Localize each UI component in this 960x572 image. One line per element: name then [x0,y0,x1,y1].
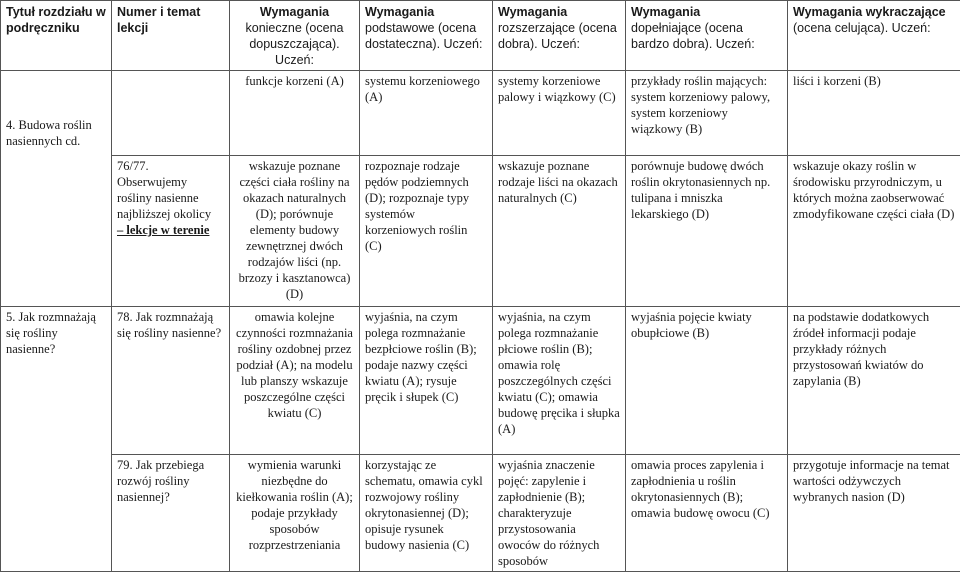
cell-complementary: porównuje budowę dwóch roślin okrytonasiennych np. tulipana i mniszka lekarskiego (D) [626,156,788,307]
header-required: Wymagania konieczne (ocena dopuszczająca). Uczeń: [230,1,360,71]
table-row [1,455,960,572]
header-exceeding: Wymagania wykraczające (ocena celująca). Uczeń: [788,1,960,71]
cell-exceeding: przygotuje informacje na temat wartości odżywczych wybranych nasion (D) [788,455,960,572]
cell-required: omawia kolejne czynności rozmnażania rośliny ozdobnej przez podział (A); na modelu lub planszy wskazuje poszczególne części kwiatu (C) [230,307,360,455]
chapter-cell: 5. Jak rozmnażają się rośliny nasienne? [1,307,112,572]
lesson-subtitle: – lekcje w terenie [117,223,209,237]
lesson-cell: 78. Jak rozmnażają się rośliny nasienne? [112,307,230,455]
header-basic: Wymagania podstawowe (ocena dostateczna). Uczeń: [360,1,493,71]
cell-required: wskazuje poznane części ciała rośliny na okazach naturalnych (D); porównuje elementy budowy zewnętrznej dwóch rodzajów liści (np. brzozy i kasztanowca) (D) [230,156,360,307]
cell-required: funkcje korzeni (A) [230,71,360,156]
cell-extended: systemy korzeniowe palowy i wiązkowy (C) [493,71,626,156]
header-lesson-number: Numer i temat lekcji [112,1,230,71]
cell-basic: systemu korzeniowego (A) [360,71,493,156]
header-row [1,1,960,71]
cell-basic: korzystając ze schematu, omawia cykl rozwojowy rośliny okrytonasiennej (D); opisuje rysunek budowy nasienia (C) [360,455,493,572]
cell-exceeding: liści i korzeni (B) [788,71,960,156]
table-row [1,71,960,156]
table-row [1,307,960,455]
lesson-number: 76/77. [117,159,149,173]
cell-extended: wskazuje poznane rodzaje liści na okazach naturalnych (C) [493,156,626,307]
lesson-cell [112,156,230,307]
cell-required: wymienia warunki niezbędne do kiełkowania roślin (A); podaje przykłady sposobów rozprzestrzeniania [230,455,360,572]
header-extended: Wymagania rozszerzające (ocena dobra). Uczeń: [493,1,626,71]
cell-basic: wyjaśnia, na czym polega rozmnażanie bezpłciowe roślin (B); podaje nazwy części kwiatu (A); rysuje pręcik i słupek (C) [360,307,493,455]
cell-basic: rozpoznaje rodzaje pędów podziemnych (D); rozpoznaje typy systemów korzeniowych roślin (C) [360,156,493,307]
cell-exceeding: wskazuje okazy roślin w środowisku przyrodniczym, u których można zaobserwować zmodyfikowane części ciała (D) [788,156,960,307]
header-chapter-title: Tytuł rozdziału w podręczniku [1,1,112,71]
cell-complementary: wyjaśnia pojęcie kwiaty obupłciowe (B) [626,307,788,455]
lesson-cell: 79. Jak przebiega rozwój rośliny nasiennej? [112,455,230,572]
cell-extended: wyjaśnia znaczenie pojęć: zapylenie i zapłodnienie (B); charakteryzuje przystosowania owoców do różnych sposobów [493,455,626,572]
cell-extended: wyjaśnia, na czym polega rozmnażanie płciowe roślin (B); omawia rolę poszczególnych części kwiatu (C); omawia budowę pręcika i słupka (A) [493,307,626,455]
lesson-cell-blank [112,71,230,156]
table-row [1,156,960,307]
chapter-cell: 4. Budowa roślin nasiennych cd. [1,71,112,307]
cell-complementary: omawia proces zapylenia i zapłodnienia u roślin okrytonasiennych (B); omawia budowę owocu (C) [626,455,788,572]
lesson-title: Obserwujemy rośliny nasienne najbliższej okolicy [117,175,211,221]
header-complementary: Wymagania dopełniające (ocena bardzo dobra). Uczeń: [626,1,788,71]
cell-complementary: przykłady roślin mających: system korzeniowy palowy, system korzeniowy wiązkowy (B) [626,71,788,156]
cell-exceeding: na podstawie dodatkowych źródeł informacji podaje przykłady różnych przystosowań kwiatów do zapylania (B) [788,307,960,455]
